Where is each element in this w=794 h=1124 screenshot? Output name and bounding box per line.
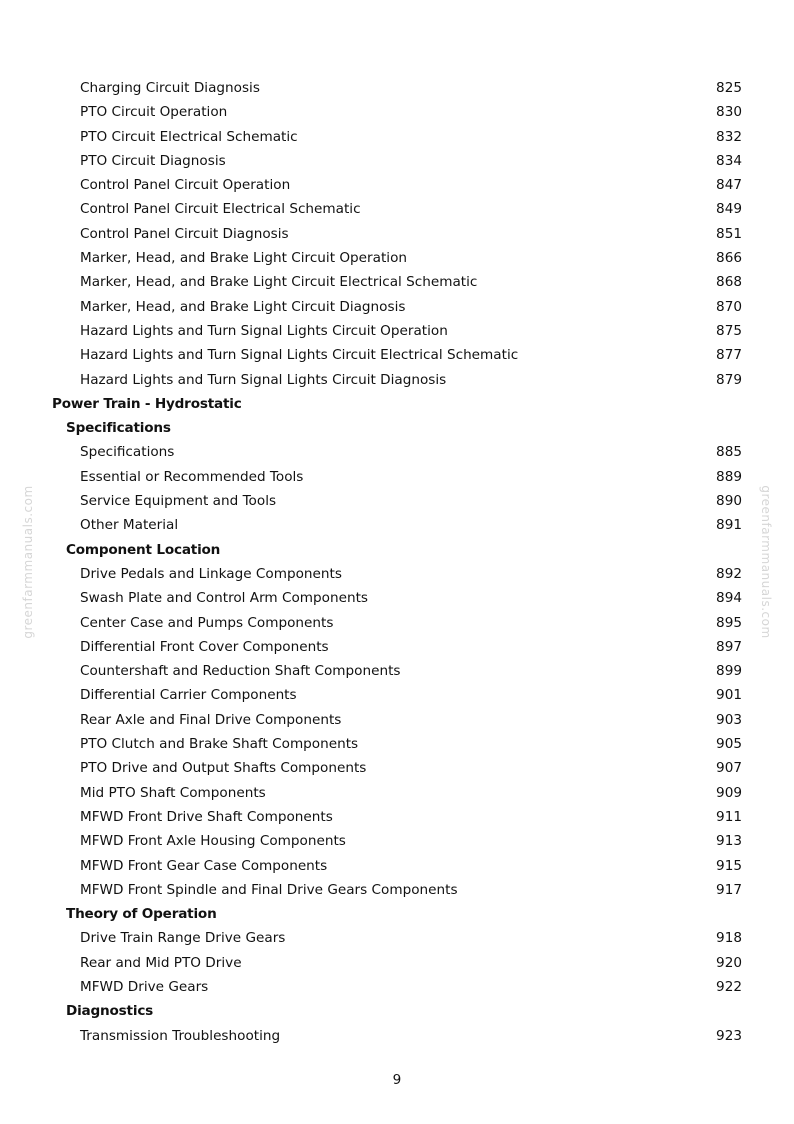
toc-entry[interactable] xyxy=(0,586,794,610)
toc-entry[interactable] xyxy=(0,951,794,975)
toc-entry-page-number: 923 xyxy=(716,1027,742,1044)
toc-entry[interactable] xyxy=(0,975,794,999)
toc-entry[interactable] xyxy=(0,197,794,221)
toc-entry-page-number: 825 xyxy=(716,80,742,96)
toc-entry-page-number: 911 xyxy=(716,808,742,825)
toc-entry-page-number: 885 xyxy=(716,444,742,461)
toc-entry-title: Service Equipment and Tools xyxy=(80,493,277,510)
toc-entry-page-number: 901 xyxy=(716,687,742,704)
toc-entry[interactable] xyxy=(0,756,794,780)
toc-entry-title: PTO Circuit Electrical Schematic xyxy=(80,128,298,145)
toc-entry[interactable] xyxy=(0,659,794,683)
toc-entry-page-number: 832 xyxy=(716,128,742,145)
toc-entry-page-number: 890 xyxy=(716,493,742,510)
toc-entry-page-number: 830 xyxy=(716,104,742,121)
toc-entry[interactable] xyxy=(0,246,794,270)
toc-entry-title: MFWD Front Axle Housing Components xyxy=(80,833,346,850)
toc-entry-title: MFWD Front Gear Case Components xyxy=(80,857,328,874)
toc-section-heading xyxy=(0,538,794,562)
toc-entry-page-number: 892 xyxy=(716,565,742,582)
toc-entry-page-number: 891 xyxy=(716,517,742,534)
toc-entry[interactable] xyxy=(0,489,794,513)
toc-entry[interactable] xyxy=(0,708,794,732)
toc-entry-page-number: 913 xyxy=(716,833,742,850)
toc-entry[interactable] xyxy=(0,878,794,902)
toc-entry[interactable] xyxy=(0,173,794,197)
toc-entry-title: Control Panel Circuit Diagnosis xyxy=(80,225,289,242)
watermark-left: greenfarmmanuals.com xyxy=(21,485,35,639)
toc-entry[interactable] xyxy=(0,149,794,173)
toc-chapter-heading xyxy=(0,392,794,416)
toc-entry[interactable] xyxy=(0,319,794,343)
toc-entry-title: PTO Circuit Diagnosis xyxy=(80,152,226,169)
toc-entry-page-number: 895 xyxy=(716,614,742,631)
toc-entry-title: Hazard Lights and Turn Signal Lights Circuit Operation xyxy=(80,322,448,339)
toc-entry-title: Marker, Head, and Brake Light Circuit Diagnosis xyxy=(80,298,406,315)
toc-entry-page-number: 866 xyxy=(716,250,742,267)
toc-entry[interactable] xyxy=(0,781,794,805)
toc-entry-title: Specifications xyxy=(66,420,171,437)
toc-entry-title: Mid PTO Shaft Components xyxy=(80,784,266,801)
toc-entry-page-number: 905 xyxy=(716,736,742,753)
toc-entry-page-number: 875 xyxy=(716,322,742,339)
toc-entry-title: Countershaft and Reduction Shaft Components xyxy=(80,663,401,680)
toc-entry-title: Control Panel Circuit Electrical Schematic xyxy=(80,201,361,218)
toc-entry-title: Diagnostics xyxy=(66,1003,154,1020)
toc-entry-page-number: 897 xyxy=(716,638,742,655)
toc-entry-title: Charging Circuit Diagnosis xyxy=(80,80,260,96)
toc-entry[interactable] xyxy=(0,440,794,464)
watermark-right: greenfarmmanuals.com xyxy=(759,485,773,639)
toc-entry-page-number: 903 xyxy=(716,711,742,728)
toc-entry-title: Hazard Lights and Turn Signal Lights Circuit Electrical Schematic xyxy=(80,347,519,364)
toc-entry-title: Theory of Operation xyxy=(66,906,217,923)
toc-entry-page-number: 834 xyxy=(716,152,742,169)
toc-entry-page-number: 909 xyxy=(716,784,742,801)
toc-entry-title: MFWD Front Drive Shaft Components xyxy=(80,808,333,825)
toc-entry-page-number: 915 xyxy=(716,857,742,874)
toc-entry-page-number: 870 xyxy=(716,298,742,315)
toc-entry-title: PTO Circuit Operation xyxy=(80,104,228,121)
toc-entry[interactable] xyxy=(0,100,794,124)
toc-entry-title: Transmission Troubleshooting xyxy=(80,1027,281,1044)
toc-entry-title: Rear Axle and Final Drive Components xyxy=(80,711,342,728)
toc-entry-title: Marker, Head, and Brake Light Circuit Operation xyxy=(80,250,407,267)
toc-entry-title: Swash Plate and Control Arm Components xyxy=(80,590,368,607)
toc-entry[interactable] xyxy=(0,926,794,950)
toc-entry-page-number: 879 xyxy=(716,371,742,388)
toc-entry-title: Power Train - Hydrostatic xyxy=(52,395,242,412)
toc-section-heading xyxy=(0,999,794,1023)
toc-entry-page-number: 907 xyxy=(716,760,742,777)
toc-entry-title: Essential or Recommended Tools xyxy=(80,468,304,485)
toc-entry[interactable] xyxy=(0,562,794,586)
toc-entry-page-number: 894 xyxy=(716,590,742,607)
toc-entry-title: PTO Drive and Output Shafts Components xyxy=(80,760,367,777)
table-of-contents xyxy=(0,76,794,1048)
toc-entry-title: Rear and Mid PTO Drive xyxy=(80,954,242,971)
toc-entry[interactable] xyxy=(0,270,794,294)
toc-entry[interactable] xyxy=(0,611,794,635)
toc-entry[interactable] xyxy=(0,125,794,149)
toc-entry[interactable] xyxy=(0,854,794,878)
toc-entry-title: Drive Pedals and Linkage Components xyxy=(80,565,342,582)
toc-entry-page-number: 918 xyxy=(716,930,742,947)
toc-entry-title: MFWD Drive Gears xyxy=(80,978,209,995)
toc-entry-title: Center Case and Pumps Components xyxy=(80,614,334,631)
toc-entry-title: Other Material xyxy=(80,517,179,534)
toc-entry-title: MFWD Front Spindle and Final Drive Gears Components xyxy=(80,881,458,898)
toc-entry-page-number: 899 xyxy=(716,663,742,680)
toc-section-heading xyxy=(0,416,794,440)
toc-entry[interactable] xyxy=(0,76,794,100)
toc-entry-title: Differential Carrier Components xyxy=(80,687,297,704)
page-number: 9 xyxy=(392,1072,402,1088)
toc-entry-page-number: 868 xyxy=(716,274,742,291)
toc-entry-title: Control Panel Circuit Operation xyxy=(80,177,291,194)
toc-entry-title: Component Location xyxy=(66,541,221,558)
toc-entry[interactable] xyxy=(0,368,794,392)
toc-entry-page-number: 849 xyxy=(716,201,742,218)
toc-entry[interactable] xyxy=(0,805,794,829)
toc-entry-page-number: 851 xyxy=(716,225,742,242)
toc-entry[interactable] xyxy=(0,465,794,489)
toc-entry-page-number: 922 xyxy=(716,978,742,995)
toc-entry-title: Marker, Head, and Brake Light Circuit Electrical Schematic xyxy=(80,274,478,291)
toc-entry-title: Hazard Lights and Turn Signal Lights Circuit Diagnosis xyxy=(80,371,447,388)
toc-entry-title: Drive Train Range Drive Gears xyxy=(80,930,286,947)
toc-entry-title: Differential Front Cover Components xyxy=(80,638,329,655)
toc-entry-title: Specifications xyxy=(80,444,175,461)
toc-entry-page-number: 889 xyxy=(716,468,742,485)
toc-entry[interactable] xyxy=(0,222,794,246)
toc-entry[interactable] xyxy=(0,295,794,319)
toc-entry[interactable] xyxy=(0,343,794,367)
toc-entry[interactable] xyxy=(0,683,794,707)
toc-entry[interactable] xyxy=(0,635,794,659)
toc-entry[interactable] xyxy=(0,513,794,537)
toc-section-heading xyxy=(0,902,794,926)
toc-entry[interactable] xyxy=(0,732,794,756)
toc-entry-title: PTO Clutch and Brake Shaft Components xyxy=(80,736,359,753)
toc-entry-page-number: 920 xyxy=(716,954,742,971)
toc-entry-page-number: 847 xyxy=(716,177,742,194)
toc-entry[interactable] xyxy=(0,1024,794,1048)
toc-entry[interactable] xyxy=(0,829,794,853)
toc-entry-page-number: 877 xyxy=(716,347,742,364)
toc-entry-page-number: 917 xyxy=(716,881,742,898)
